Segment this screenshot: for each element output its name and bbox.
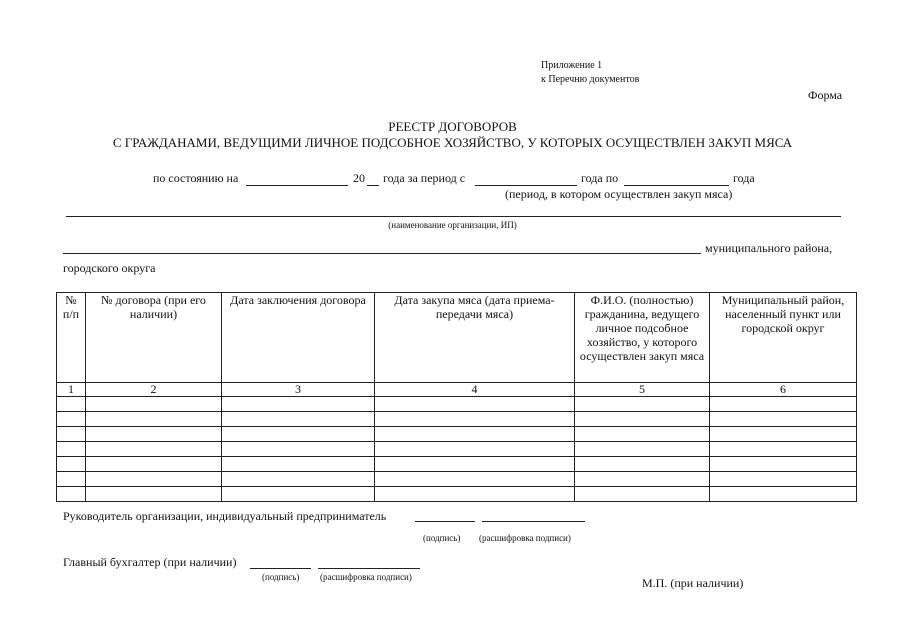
table-header-row: [57, 293, 857, 383]
annex-line-2: к Перечню документов: [541, 74, 640, 85]
status-prefix: по состоянию на: [153, 171, 239, 185]
table-cell[interactable]: [222, 457, 375, 472]
table-cell[interactable]: [710, 397, 857, 412]
head-decode-hint: (расшифровка подписи): [479, 533, 571, 543]
title-line-2: С ГРАЖДАНАМИ, ВЕДУЩИМИ ЛИЧНОЕ ПОДСОБНОЕ ХОЗЯЙСТВО, У КОТОРЫХ ОСУЩЕСТВЛЕН ЗАКУП МЯСА: [112, 135, 793, 150]
status-period-from: года за период с: [383, 171, 466, 185]
table-cell[interactable]: [86, 472, 222, 487]
table-cell[interactable]: [710, 412, 857, 427]
table-cell[interactable]: [375, 397, 575, 412]
table-cell[interactable]: [710, 427, 857, 442]
col-number: 1: [57, 383, 86, 397]
header-municipality: Муниципальный район, населенный пункт или городской округ: [710, 293, 857, 383]
table-cell[interactable]: [86, 427, 222, 442]
table-cell[interactable]: [375, 412, 575, 427]
table-cell[interactable]: [375, 472, 575, 487]
header-citizen-name: Ф.И.О. (полностью) гражданина, ведущего личное подсобное хозяйство, у которого осуществлен закуп мяса: [575, 293, 710, 383]
district-line-2: городского округа: [63, 261, 156, 275]
table-cell[interactable]: [57, 397, 86, 412]
table-row: [57, 442, 857, 457]
table-cell[interactable]: [575, 472, 710, 487]
table-cell[interactable]: [57, 472, 86, 487]
table-cell[interactable]: [575, 427, 710, 442]
header-purchase-date: Дата закупа мяса (дата приема-передачи мяса): [375, 293, 575, 383]
head-sign-hint: (подпись): [423, 533, 461, 543]
table-cell[interactable]: [710, 487, 857, 502]
table-cell[interactable]: [575, 457, 710, 472]
table-cell[interactable]: [375, 487, 575, 502]
table-cell[interactable]: [575, 487, 710, 502]
table-cell[interactable]: [222, 487, 375, 502]
annex-line-1: Приложение 1: [541, 60, 603, 71]
table-row: [57, 427, 857, 442]
title-line-1: РЕЕСТР ДОГОВОРОВ: [388, 119, 517, 134]
table-row: [57, 457, 857, 472]
accountant-decode-hint: (расшифровка подписи): [320, 572, 412, 582]
period-from-blank[interactable]: [475, 185, 577, 186]
head-decode-blank[interactable]: [482, 521, 585, 522]
period-to-blank[interactable]: [624, 185, 729, 186]
date-blank[interactable]: [246, 185, 348, 186]
table-cell[interactable]: [86, 442, 222, 457]
column-number-row: [57, 383, 857, 397]
head-signature-blank[interactable]: [415, 521, 475, 522]
head-signature-label: Руководитель организации, индивидуальный предприниматель: [63, 509, 387, 523]
status-suffix: года: [733, 171, 755, 185]
status-year: 20: [353, 171, 365, 185]
table-cell[interactable]: [575, 397, 710, 412]
table-cell[interactable]: [86, 397, 222, 412]
form-label: Форма: [808, 88, 843, 102]
org-hint: (наименование организации, ИП): [388, 220, 517, 230]
table-cell[interactable]: [86, 457, 222, 472]
period-hint: (период, в котором осуществлен закуп мяса): [505, 187, 733, 201]
col-number: 5: [575, 383, 710, 397]
col-number: 4: [375, 383, 575, 397]
table-cell[interactable]: [222, 397, 375, 412]
accountant-label: Главный бухгалтер (при наличии): [63, 555, 237, 569]
status-period-to: года по: [581, 171, 619, 185]
table-cell[interactable]: [222, 472, 375, 487]
col-number: 2: [86, 383, 222, 397]
table-cell[interactable]: [222, 412, 375, 427]
table-cell[interactable]: [222, 442, 375, 457]
org-name-line[interactable]: [66, 216, 841, 217]
table-cell[interactable]: [86, 487, 222, 502]
register-table: [56, 292, 857, 502]
district-suffix: муниципального района,: [705, 241, 833, 255]
table-cell[interactable]: [575, 412, 710, 427]
stamp-label: М.П. (при наличии): [642, 576, 744, 590]
table-row: [57, 412, 857, 427]
table-row: [57, 397, 857, 412]
table-row: [57, 472, 857, 487]
accountant-decode-blank[interactable]: [318, 568, 420, 569]
table-cell[interactable]: [57, 427, 86, 442]
header-contract-date: Дата заключения договора: [222, 293, 375, 383]
table-cell[interactable]: [710, 457, 857, 472]
header-num: № п/п: [57, 293, 86, 383]
col-number: 6: [710, 383, 857, 397]
table-cell[interactable]: [57, 457, 86, 472]
district-line[interactable]: [63, 253, 701, 254]
accountant-sign-hint: (подпись): [262, 572, 300, 582]
table-cell[interactable]: [375, 457, 575, 472]
col-number: 3: [222, 383, 375, 397]
table-cell[interactable]: [710, 442, 857, 457]
table-cell[interactable]: [575, 442, 710, 457]
table-row: [57, 487, 857, 502]
table-cell[interactable]: [375, 442, 575, 457]
year-blank[interactable]: [367, 185, 379, 186]
accountant-signature-blank[interactable]: [250, 568, 311, 569]
header-contract-no: № договора (при его наличии): [86, 293, 222, 383]
table-cell[interactable]: [57, 412, 86, 427]
table-cell[interactable]: [57, 487, 86, 502]
table-cell[interactable]: [86, 412, 222, 427]
table-cell[interactable]: [57, 442, 86, 457]
table-cell[interactable]: [222, 427, 375, 442]
table-cell[interactable]: [375, 427, 575, 442]
table-cell[interactable]: [710, 472, 857, 487]
